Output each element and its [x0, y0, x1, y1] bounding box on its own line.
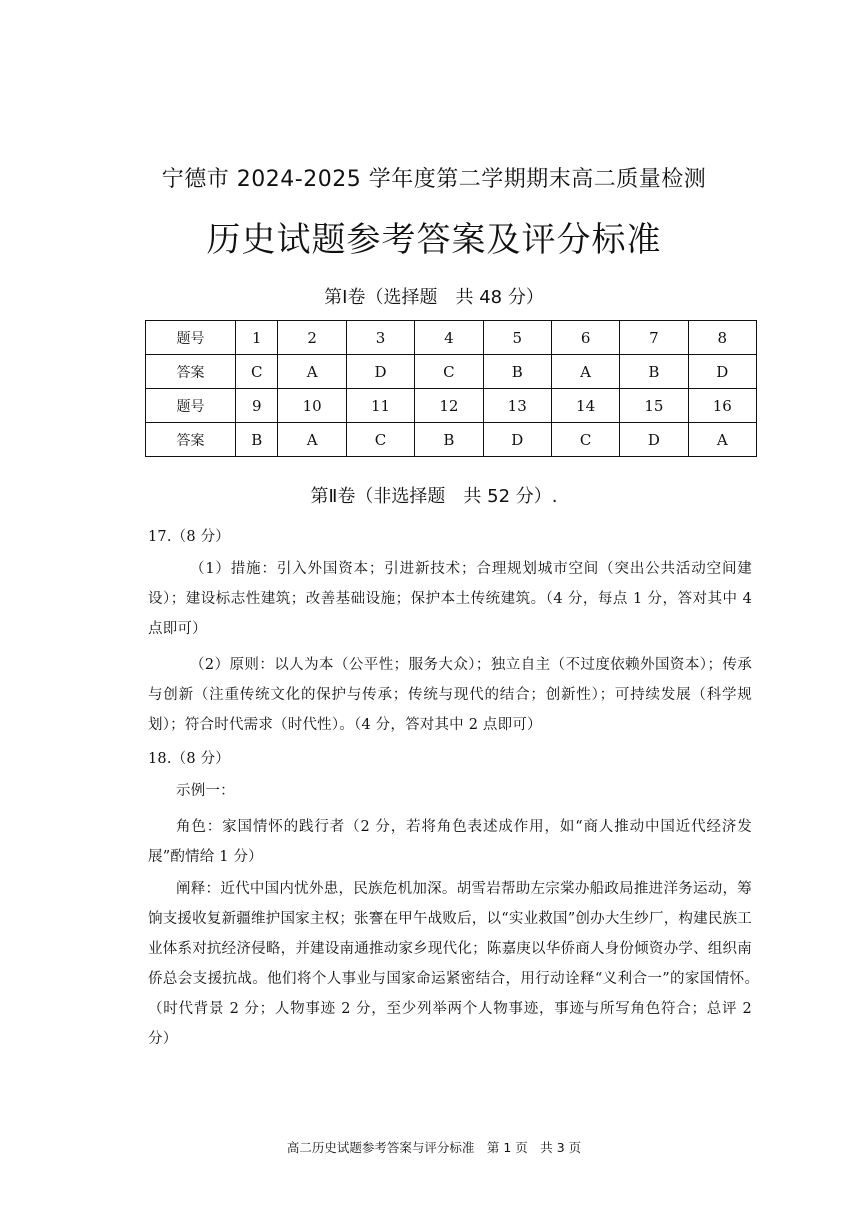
question-number: 9 — [236, 389, 278, 423]
q17-heading: 17.（8 分） — [148, 529, 230, 545]
answer-cell: A — [278, 355, 346, 389]
question-number: 16 — [688, 389, 756, 423]
answer-table — [145, 320, 757, 457]
answer-cell: B — [483, 355, 551, 389]
question-number: 7 — [620, 321, 688, 355]
question-number: 6 — [551, 321, 619, 355]
page-title: 历史试题参考答案及评分标准 — [206, 220, 662, 260]
table-row — [146, 389, 757, 423]
answer-cell: D — [483, 423, 551, 457]
question-number: 2 — [278, 321, 346, 355]
q18-role: 角色：家国情怀的践行者（2 分，若将角色表述成作用，如“商人推动中国近代经济发展”酌情给 1 分） — [148, 819, 752, 865]
question-number: 4 — [415, 321, 483, 355]
question-number: 13 — [483, 389, 551, 423]
table-row — [146, 355, 757, 389]
question-number: 5 — [483, 321, 551, 355]
q18-example-label: 示例一： — [176, 783, 235, 799]
answer-cell: A — [551, 355, 619, 389]
question-number: 1 — [236, 321, 278, 355]
row-label: 答案 — [146, 355, 236, 389]
answer-cell: B — [620, 355, 688, 389]
q18-explanation: 阐释：近代中国内忧外患，民族危机加深。胡雪岩帮助左宗棠办船政局推进洋务运动，筹饷支援收复新疆维护国家主权；张謇在甲午战败后，以“实业救国”创办大生纱厂，构建民族工业体系对抗经济侵略，并建设南通推动家乡现代化；陈嘉庚以华侨商人身份倾资办学、组织南侨总会支援抗战。他们将个人事业与国家命运紧密结合，用行动诠释“义利合一”的家国情怀。 （时代背景 2 分；人物事迹 2 分，至少列举两个人物事迹，事迹与所写角色符合；总评 2 分） — [148, 881, 767, 1047]
question-number: 8 — [688, 321, 756, 355]
answer-cell: D — [620, 423, 688, 457]
row-label: 题号 — [146, 389, 236, 423]
answer-cell: A — [688, 423, 756, 457]
question-number: 3 — [346, 321, 414, 355]
answer-cell: C — [551, 423, 619, 457]
answer-cell: D — [688, 355, 756, 389]
question-number: 10 — [278, 389, 346, 423]
question-number: 14 — [551, 389, 619, 423]
answer-cell: C — [236, 355, 278, 389]
q17-part2: （2）原则：以人为本（公平性；服务大众）；独立自主（不过度依赖外国资本）；传承与创新（注重传统文化的保护与传承；传统与现代的结合；创新性）；可持续发展（科学规划）；符合时代需求（时代性）。（4 分，答对其中 2 点即可） — [148, 657, 752, 733]
answer-cell: C — [346, 423, 414, 457]
row-label: 题号 — [146, 321, 236, 355]
q18-heading: 18.（8 分） — [148, 751, 230, 767]
page-footer: 高二历史试题参考答案与评分标准 第 1 页 共 3 页 — [286, 1140, 582, 1155]
answer-cell: B — [415, 423, 483, 457]
row-label: 答案 — [146, 423, 236, 457]
answer-cell: B — [236, 423, 278, 457]
question-number: 15 — [620, 389, 688, 423]
q17-part1: （1）措施：引入外国资本；引进新技术；合理规划城市空间（突出公共活动空间建设）；建设标志性建筑；改善基础设施；保护本土传统建筑。（4 分，每点 1 分，答对其中 4 点即可） — [148, 561, 752, 637]
question-number: 11 — [346, 389, 414, 423]
exam-subtitle: 宁德市 2024-2025 学年度第二学期期末高二质量检测 — [161, 167, 707, 192]
table-row — [146, 321, 757, 355]
answer-cell: A — [278, 423, 346, 457]
section2-heading: 第Ⅱ卷（非选择题 共 52 分）. — [310, 486, 558, 507]
section1-heading: 第Ⅰ卷（选择题 共 48 分） — [324, 287, 544, 308]
answer-cell: C — [415, 355, 483, 389]
answer-cell: D — [346, 355, 414, 389]
table-row — [146, 423, 757, 457]
question-number: 12 — [415, 389, 483, 423]
